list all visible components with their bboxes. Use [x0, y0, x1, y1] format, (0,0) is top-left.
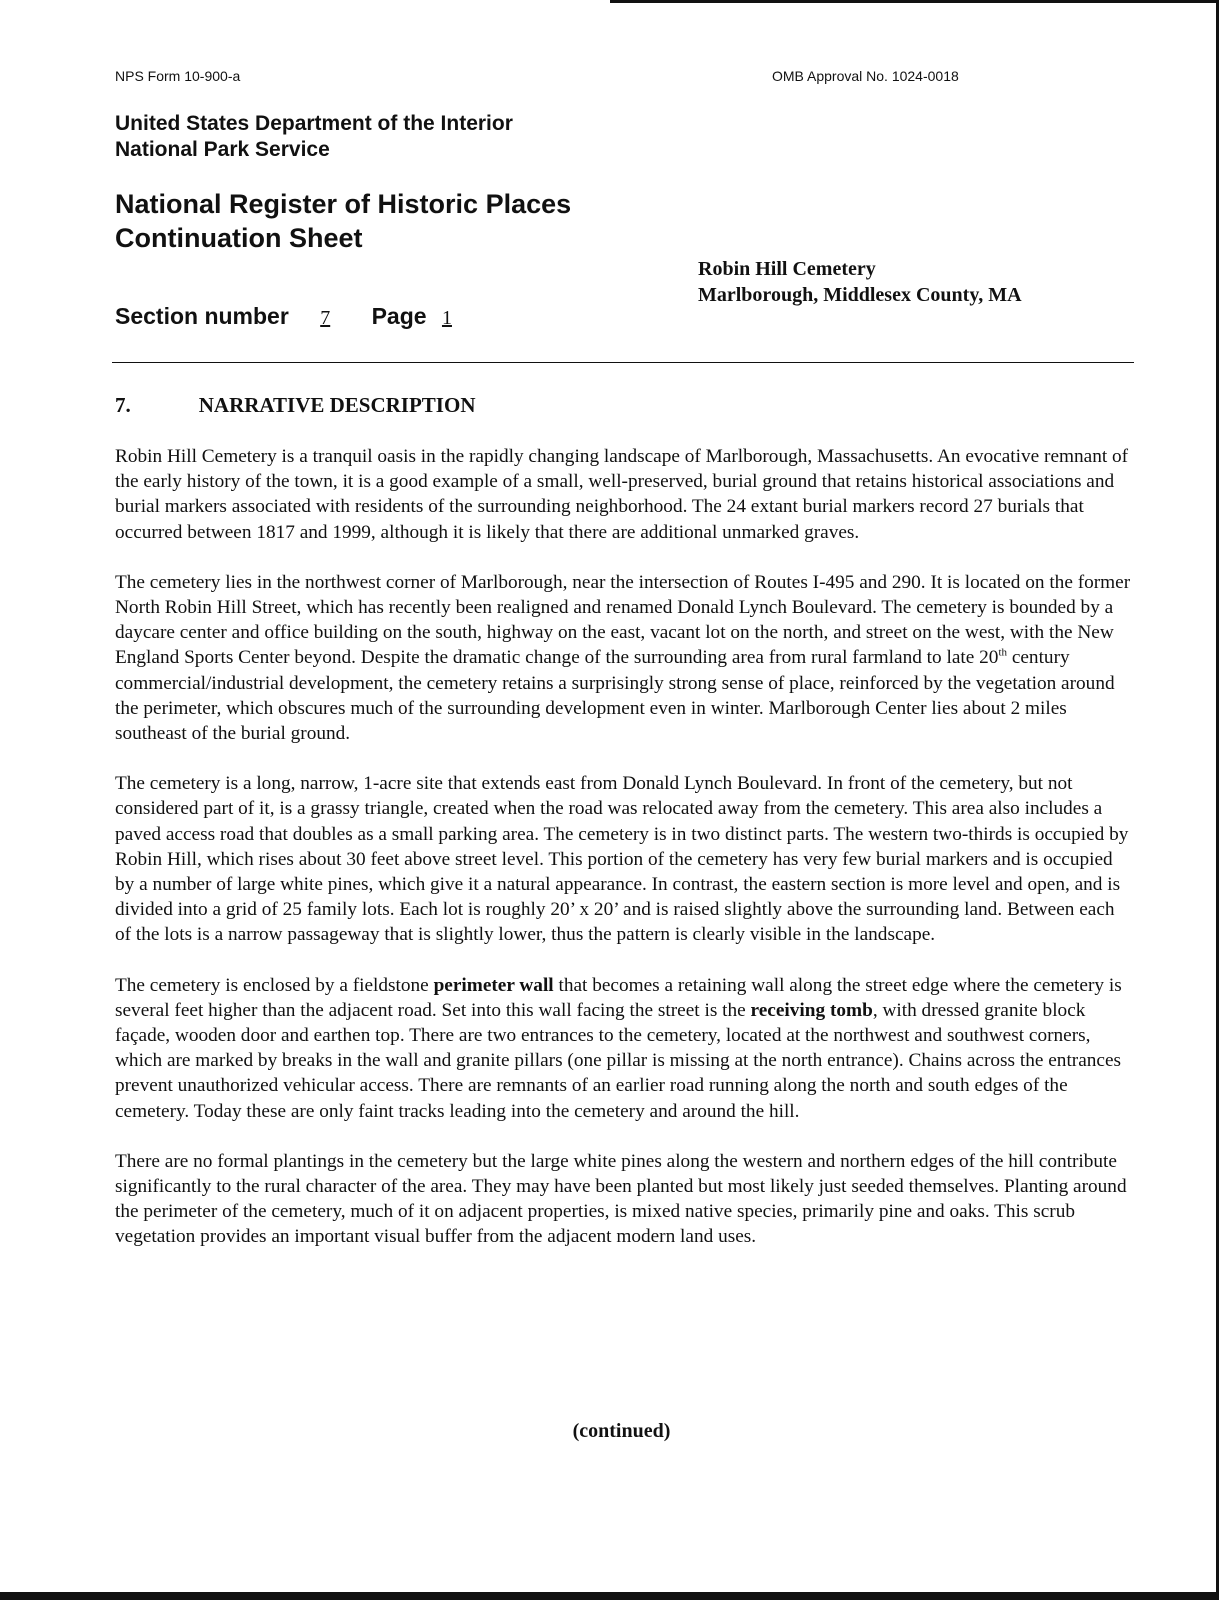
narrative-body: [115, 444, 1135, 1275]
property-name: Robin Hill Cemetery: [698, 258, 876, 280]
term-receiving-tomb: receiving tomb: [750, 999, 873, 1021]
service-name: National Park Service: [115, 138, 330, 161]
paragraph-1-text: Robin Hill Cemetery is a tranquil oasis in the rapidly changing landscape of Marlborough, Massachusetts. An evocative remnant of the early history of the town, it is a good example of a small, well-preserved, burial ground that retains historical associations and burial markers associated with residents of the surrounding neighborhood. The 24 extant burial markers record 27 burials that occurred between 1817 and 1999, although it is likely that there are additional unmarked graves.: [115, 446, 1129, 543]
section-number: 7: [320, 307, 331, 329]
property-info: [698, 256, 1022, 308]
register-title-line1: National Register of Historic Places: [115, 189, 572, 219]
property-location: Marlborough, Middlesex County, MA: [698, 284, 1022, 306]
paragraph-5: [115, 1149, 1135, 1250]
form-id: NPS Form 10-900-a: [115, 68, 241, 84]
paragraph-4: [115, 973, 1135, 1124]
page-number: 1: [441, 307, 452, 329]
register-title-line2: Continuation Sheet: [115, 223, 363, 253]
paragraph-3: [115, 771, 1135, 947]
paragraph-4-text-b: that becomes a retaining wall along the street edge where the cemetery is several feet higher than the adjacent road. Set into this wall facing the street is the: [115, 974, 1122, 1021]
section-label: Section number: [115, 303, 289, 329]
department-name: United States Department of the Interior: [115, 112, 513, 135]
header-divider: [112, 362, 1134, 363]
section-heading: [115, 393, 475, 418]
paragraph-2-text-a: The cemetery lies in the northwest corner of Marlborough, near the intersection of Routes I-495 and 290. It is located on the former North Robin Hill Street, which has recently been realigned and renamed Donald Lynch Boulevard. The cemetery is bounded by a daycare center and office building on the south, highway on the east, vacant lot on the north, and street on the west, with the New England Sports Center beyond. Despite the dramatic change of the surrounding area from rural farmland to late 20: [115, 571, 1131, 669]
superscript-th: th: [998, 647, 1007, 659]
paragraph-4-text-a: The cemetery is enclosed by a fieldstone: [115, 974, 434, 996]
paragraph-5-text: There are no formal plantings in the cemetery but the large white pines along the western and northern edges of the hill contribute significantly to the rural character of the area. They may have been planted but most likely just seeded themselves. Planting around the perimeter of the cemetery, much of it on adjacent properties, is mixed native species, primarily pine and oaks. This scrub vegetation provides an important visual buffer from the adjacent modern land uses.: [115, 1150, 1127, 1248]
section-heading-title: NARRATIVE DESCRIPTION: [198, 393, 476, 417]
paragraph-2-text-b: century commercial/industrial development, the cemetery retains a surprisingly strong sense of place, reinforced by the vegetation around the perimeter, which obscures much of the surrounding development even in winter. Marlborough Center lies about 2 miles southeast of the burial ground.: [115, 647, 1115, 745]
scan-edge-bottom: [0, 1592, 1219, 1600]
page-label: Page: [371, 303, 427, 329]
section-page-line: [115, 303, 455, 330]
paragraph-3-text: The cemetery is a long, narrow, 1-acre site that extends east from Donald Lynch Boulevard. In front of the cemetery, but not considered part of it, is a grassy triangle, created when the road was relocated away from the cemetery. This area also includes a paved access road that doubles as a small parking area. The cemetery is in two distinct parts. The western two-thirds is occupied by Robin Hill, which rises about 30 feet above street level. This portion of the cemetery has very few burial markers and is occupied by a number of large white pines, which give it a natural appearance. In contrast, the eastern section is more level and open, and is divided into a grid of 25 family lots. Each lot is roughly 20’ x 20’ and is raised slightly above the surrounding land. Between each of the lots is a narrow passageway that is slightly lower, thus the pattern is clearly visible in the landscape.: [115, 773, 1129, 946]
omb-approval: OMB Approval No. 1024-0018: [772, 68, 959, 84]
paragraph-1: [115, 444, 1135, 545]
register-title: [115, 187, 571, 255]
paragraph-2: [115, 570, 1135, 746]
scan-edge-top: [610, 0, 1219, 3]
agency-block: [115, 111, 513, 163]
continued-note: (continued): [572, 1420, 671, 1442]
section-heading-number: 7.: [115, 393, 131, 417]
term-perimeter-wall: perimeter wall: [433, 974, 554, 996]
paragraph-4-text-c: , with dressed granite block façade, wooden door and earthen top. There are two entrances to the cemetery, located at the northwest and southwest corners, which are marked by breaks in the wall and granite pillars (one pillar is missing at the north entrance). Chains across the entrances prevent unauthorized vehicular access. There are remnants of an earlier road running along the north and south edges of the cemetery. Today these are only faint tracks leading into the cemetery and around the hill.: [115, 999, 1122, 1122]
